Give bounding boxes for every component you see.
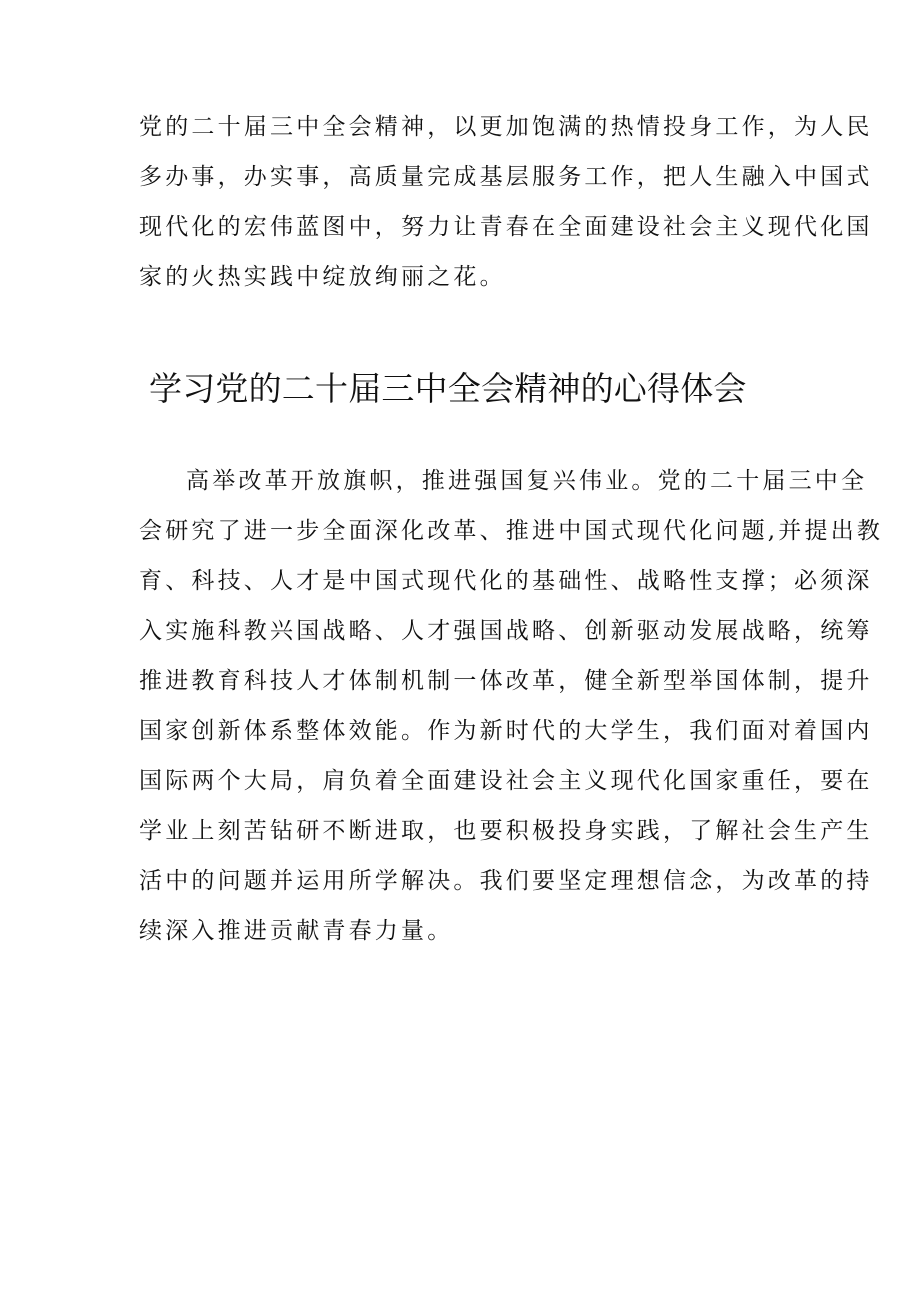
paragraph-line: 活中的问题并运用所学解决。我们要坚定理想信念，为改革的持 bbox=[139, 868, 873, 894]
paragraph-line: 国家创新体系整体效能。作为新时代的大学生，我们面对着国内 bbox=[139, 718, 873, 744]
paragraph-line: 续深入推进贡献青春力量。 bbox=[139, 918, 454, 944]
paragraph-line: 入实施科教兴国战略、人才强国战略、创新驱动发展战略，统筹 bbox=[139, 618, 873, 644]
paragraph-line: 高举改革开放旗帜，推进强国复兴伟业。党的二十届三中全 bbox=[186, 468, 868, 494]
paragraph-line: 多办事，办实事，高质量完成基层服务工作，把人生融入中国式 bbox=[139, 164, 873, 190]
intro-paragraph bbox=[139, 102, 873, 302]
body-paragraph bbox=[139, 456, 884, 956]
paragraph-line: 家的火热实践中绽放绚丽之花。 bbox=[139, 264, 506, 290]
paragraph-line: 会研究了进一步全面深化改革、推进中国式现代化问题,并提出教 bbox=[139, 518, 884, 544]
paragraph-line: 学业上刻苦钻研不断进取，也要积极投身实践，了解社会生产生 bbox=[139, 818, 873, 844]
paragraph-line: 现代化的宏伟蓝图中，努力让青春在全面建设社会主义现代化国 bbox=[139, 214, 873, 240]
paragraph-line: 育、科技、人才是中国式现代化的基础性、战略性支撑；必须深 bbox=[139, 568, 873, 594]
section-title: 学习党的二十届三中全会精神的心得体会 bbox=[149, 369, 747, 408]
paragraph-line: 党的二十届三中全会精神，以更加饱满的热情投身工作，为人民 bbox=[139, 114, 873, 140]
paragraph-line: 国际两个大局，肩负着全面建设社会主义现代化国家重任，要在 bbox=[139, 768, 873, 794]
paragraph-line: 推进教育科技人才体制机制一体改革，健全新型举国体制，提升 bbox=[139, 668, 873, 694]
